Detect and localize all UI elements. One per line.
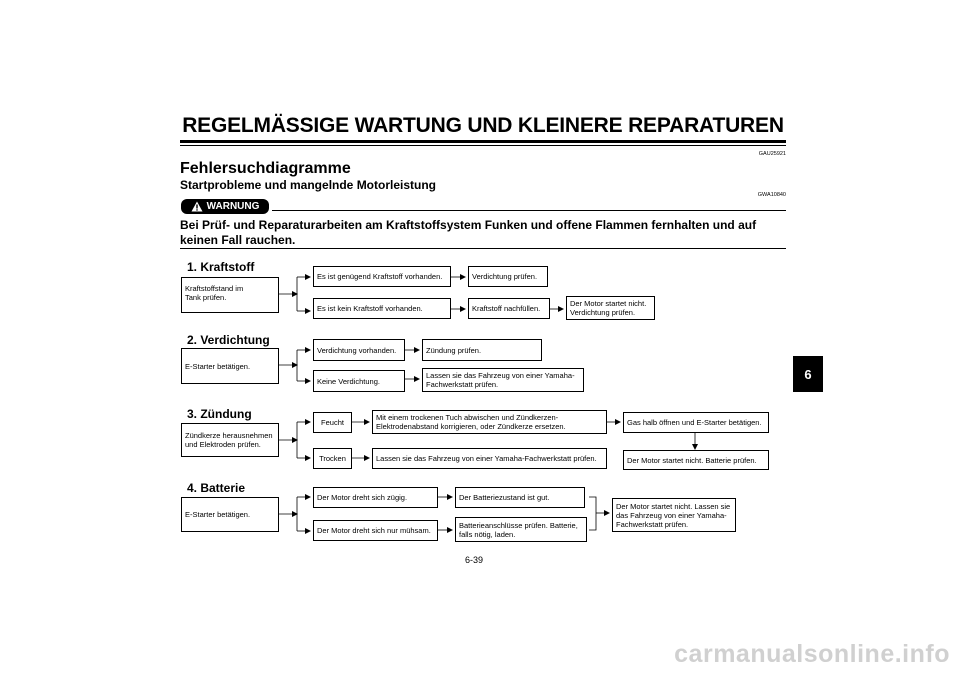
box-zuendung-wet-result: Gas halb öffnen und E-Starter betätigen.	[623, 412, 769, 433]
box-kraftstoff-yes-next: Verdichtung prüfen.	[468, 266, 548, 287]
code-gau: GAU25921	[758, 151, 786, 157]
box-zuendung-wet: Feucht	[313, 412, 352, 433]
box-kraftstoff-no: Es ist kein Kraftstoff vorhanden.	[313, 298, 451, 319]
box-batterie-start: E-Starter betätigen.	[181, 497, 279, 532]
box-verdichtung-yes: Verdichtung vorhanden.	[313, 339, 405, 361]
diagram-title-batterie: 4. Batterie	[187, 481, 246, 495]
section-title: Fehlersuchdiagramme	[180, 160, 351, 177]
box-kraftstoff-start: Kraftstoffstand im Tank prüfen.	[181, 277, 279, 313]
diagram-title-verdichtung: 2. Verdichtung	[187, 333, 270, 347]
page-number: 6-39	[465, 555, 484, 565]
box-zuendung-final: Der Motor startet nicht. Batterie prüfen.	[623, 450, 769, 470]
chapter-tab: 6	[793, 356, 823, 392]
watermark: carmanualsonline.info	[674, 640, 950, 668]
page-header-title: REGELMÄSSIGE WARTUNG UND KLEINERE REPARATUREN	[182, 114, 784, 137]
box-batterie-slow: Der Motor dreht sich nur mühsam.	[313, 520, 438, 541]
box-zuendung-dry-next: Lassen sie das Fahrzeug von einer Yamaha-Fachwerkstatt prüfen.	[372, 448, 607, 469]
box-kraftstoff-no-next: Kraftstoff nachfüllen.	[468, 298, 550, 319]
box-verdichtung-no-next: Lassen sie das Fahrzeug von einer Yamaha- Fachwerkstatt prüfen.	[422, 368, 584, 392]
box-verdichtung-yes-next: Zündung prüfen.	[422, 339, 542, 361]
code-gwa: GWA10840	[757, 192, 786, 198]
box-verdichtung-no: Keine Verdichtung.	[313, 370, 405, 392]
box-zuendung-dry: Trocken	[313, 448, 352, 469]
box-zuendung-wet-next: Mit einem trockenen Tuch abwischen und Zündkerzen- Elektrodenabstand korrigieren, oder Zündkerze ersetzen.	[372, 410, 607, 434]
warning-badge-label: WARNUNG	[206, 201, 260, 212]
box-kraftstoff-yes: Es ist genügend Kraftstoff vorhanden.	[313, 266, 451, 287]
box-batterie-fast-next: Der Batteriezustand ist gut.	[455, 487, 585, 508]
diagram-title-kraftstoff: 1. Kraftstoff	[187, 260, 255, 274]
box-kraftstoff-no-result: Der Motor startet nicht. Verdichtung prüfen.	[566, 296, 655, 320]
box-zuendung-start: Zündkerze herausnehmen und Elektroden prüfen.	[181, 423, 279, 457]
warning-text: Bei Prüf- und Reparaturarbeiten am Kraftstoffsystem Funken und offene Flammen fernhalten und auf keinen Fall rauchen.	[180, 218, 757, 247]
section-subtitle: Startprobleme und mangelnde Motorleistung	[180, 178, 437, 192]
box-batterie-fast: Der Motor dreht sich zügig.	[313, 487, 438, 508]
diagram-title-zuendung: 3. Zündung	[187, 407, 252, 421]
box-batterie-result: Der Motor startet nicht. Lassen sie das Fahrzeug von einer Yamaha- Fachwerkstatt prüfen.	[612, 498, 736, 532]
box-verdichtung-start: E-Starter betätigen.	[181, 348, 279, 384]
box-batterie-slow-next: Batterieanschlüsse prüfen. Batterie, falls nötig, laden.	[455, 517, 587, 542]
